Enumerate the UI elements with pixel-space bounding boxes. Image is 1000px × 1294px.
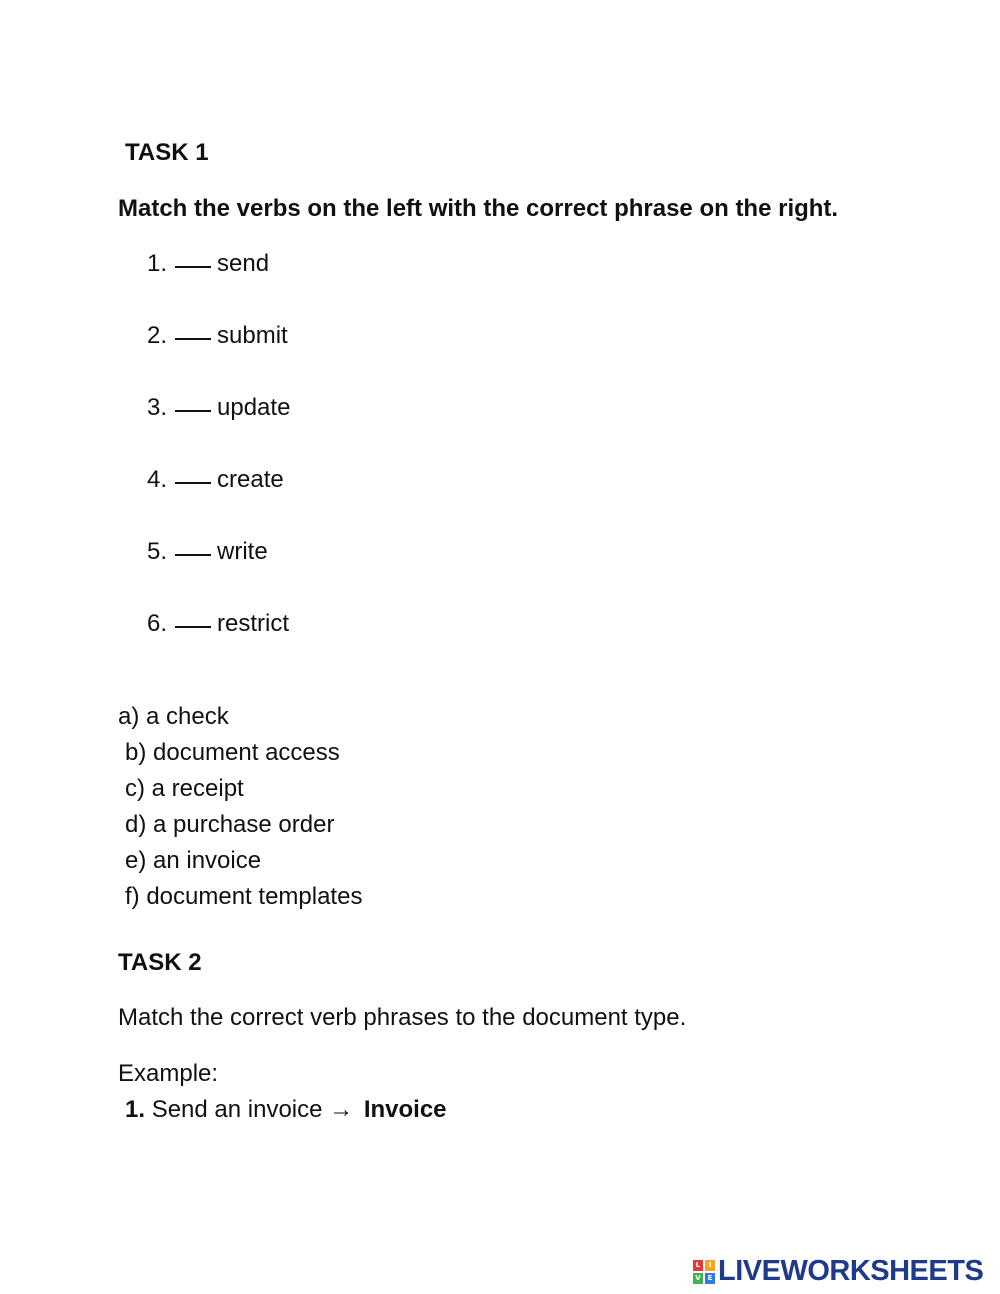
example-row — [125, 1096, 447, 1124]
answer-blank[interactable] — [175, 265, 211, 268]
verb-number: 5. — [147, 538, 168, 565]
verb-text: send — [217, 250, 270, 277]
answer-blank[interactable] — [175, 481, 211, 484]
task2-instruction: Match the correct verb phrases to the document type. — [118, 1004, 687, 1031]
task1-title: TASK 1 — [125, 139, 209, 166]
liveworksheets-logo — [693, 1255, 983, 1288]
verb-item — [147, 610, 289, 638]
verb-text: write — [217, 538, 268, 565]
example-number: 1. — [125, 1096, 146, 1123]
verb-text: update — [217, 394, 291, 421]
logo-mark-tile: E — [705, 1273, 715, 1284]
phrase-item: d) a purchase order — [125, 811, 335, 838]
verb-text: restrict — [217, 610, 290, 637]
task2-title: TASK 2 — [118, 949, 202, 976]
verb-number: 3. — [147, 394, 168, 421]
verb-item — [147, 394, 290, 422]
phrase-item: a) a check — [118, 703, 229, 730]
verb-number: 1. — [147, 250, 168, 277]
logo-mark-tile: I — [705, 1260, 715, 1271]
phrase-item: c) a receipt — [125, 775, 244, 802]
task1-instruction: Match the verbs on the left with the correct phrase on the right. — [118, 195, 839, 222]
logo-mark-tile: L — [693, 1260, 703, 1271]
example-phrase: Send an invoice — [151, 1096, 323, 1123]
verb-item — [147, 322, 288, 350]
verb-text: submit — [217, 322, 288, 349]
verb-item — [147, 250, 269, 278]
verb-text: create — [217, 466, 284, 493]
logo-text: LIVEWORKSHEETS — [718, 1255, 984, 1287]
verb-number: 2. — [147, 322, 168, 349]
answer-blank[interactable] — [175, 625, 211, 628]
verb-item — [147, 466, 284, 494]
verb-number: 4. — [147, 466, 168, 493]
answer-blank[interactable] — [175, 553, 211, 556]
example-label: Example: — [118, 1060, 219, 1087]
phrase-item: f) document templates — [125, 883, 363, 910]
answer-blank[interactable] — [175, 409, 211, 412]
verb-item — [147, 538, 268, 566]
logo-mark-tile: V — [693, 1273, 703, 1284]
arrow-icon: → — [329, 1096, 354, 1123]
phrase-item: b) document access — [125, 739, 340, 766]
phrase-item: e) an invoice — [125, 847, 262, 874]
logo-mark-icon — [693, 1260, 715, 1284]
verb-number: 6. — [147, 610, 168, 637]
answer-blank[interactable] — [175, 337, 211, 340]
example-answer: Invoice — [363, 1096, 447, 1123]
